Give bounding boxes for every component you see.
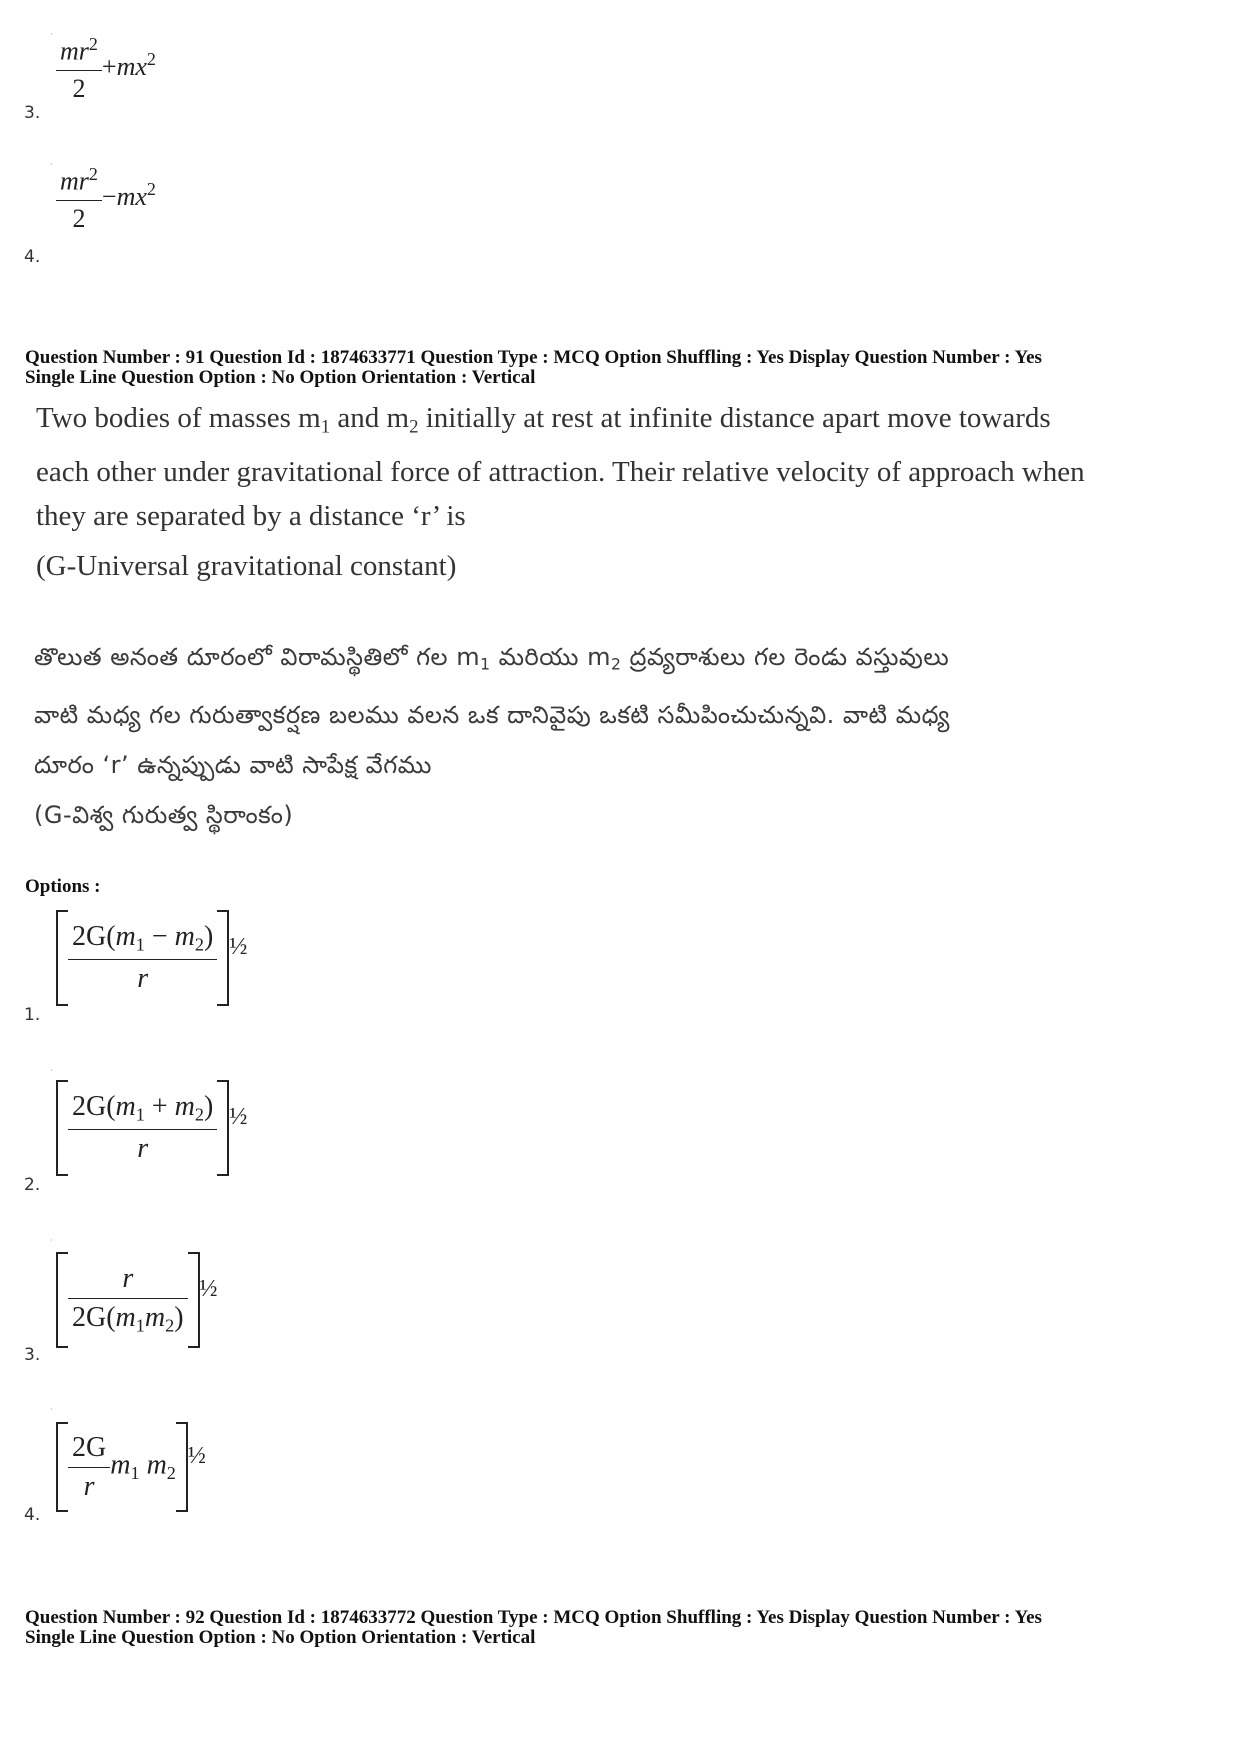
prev-option-3-formula: $\frac{mr^2}{2}$ $+mx^2$ [56,34,156,104]
option-marker-dot: · [50,1236,53,1245]
question-92-meta [25,1608,1225,1648]
option-2-formula[interactable]: $\frac{2G(m_1 + m_2)}{r}$ $^{\frac{1}{2}}$ [56,1080,247,1176]
question-text-line-telugu: తొలుత అనంత దూరంలో విరామస్థితిలో గల $m_1$ మరియు $m_2$ ద్రవ్యరాశులు గల రెండు వస్తువులు [34,643,950,674]
option-3-number: 3. [24,1345,41,1365]
question-text-line-telugu: వాటి మధ్య గల గురుత్వాకర్షణ బలము వలన ఒక దానివైపు ఒకటి సమీపించుచున్నవి. వాటి మధ్య [34,700,950,729]
question-text-line: (G-Universal gravitational constant) [36,549,457,582]
question-91-meta [25,348,1225,388]
question-text-line-telugu: (G-విశ్వ గురుత్వ స్థిరాంకం) [34,800,294,829]
prev-option-4-formula: $\frac{mr^2}{2}$ $-mx^2$ [56,164,156,234]
question-92-meta-line-1: Question Number : 92 Question Id : 1874633772 Question Type : MCQ Option Shuffling : Yes Display Question Number : Yes [25,1607,1042,1628]
prev-option-3-number: 3. [24,103,41,123]
option-2-number: 2. [24,1175,41,1195]
option-marker-dot: · [50,160,53,169]
prev-option-4-number: 4. [24,247,41,267]
question-91-meta-line-1: Question Number : 91 Question Id : 1874633771 Question Type : MCQ Option Shuffling : Yes Display Question Number : Yes [25,347,1042,368]
option-1-formula[interactable]: $\frac{2G(m_1 - m_2)}{r}$ $^{\frac{1}{2}}$ [56,910,247,1006]
question-92-meta-line-2: Single Line Question Option : No Option Orientation : Vertical [25,1627,536,1648]
question-text-line: they are separated by a distance ‘r’ is [36,499,466,532]
question-91-telugu-text [34,632,1224,840]
question-text-line-telugu: దూరం ‘r’ ఉన్నప్పుడు వాటి సాపేక్ష వేగము [34,750,432,779]
option-3-formula[interactable]: $\frac{r}{2G(m_1m_2)}$ $^{\frac{1}{2}}$ [56,1252,218,1348]
question-text-line: Two bodies of masses $m_1$ and $m_2$ initially at rest at infinite distance apart move towards [36,402,1051,438]
question-text-line: each other under gravitational force of attraction. Their relative velocity of approach when [36,455,1085,488]
option-1-number: 1. [24,1005,41,1025]
option-marker-dot: · [50,30,53,39]
options-label: Options : [25,876,101,897]
option-marker-dot: · [50,1066,53,1075]
option-4-formula[interactable]: $\frac{2G}{r}$ $m_1$ $m_2^{\frac{1}{2}}$ [56,1422,206,1512]
question-91-english-text [36,396,1216,588]
option-4-number: 4. [24,1505,41,1525]
option-marker-dot: · [50,1405,53,1414]
question-91-meta-line-2: Single Line Question Option : No Option Orientation : Vertical [25,367,536,388]
